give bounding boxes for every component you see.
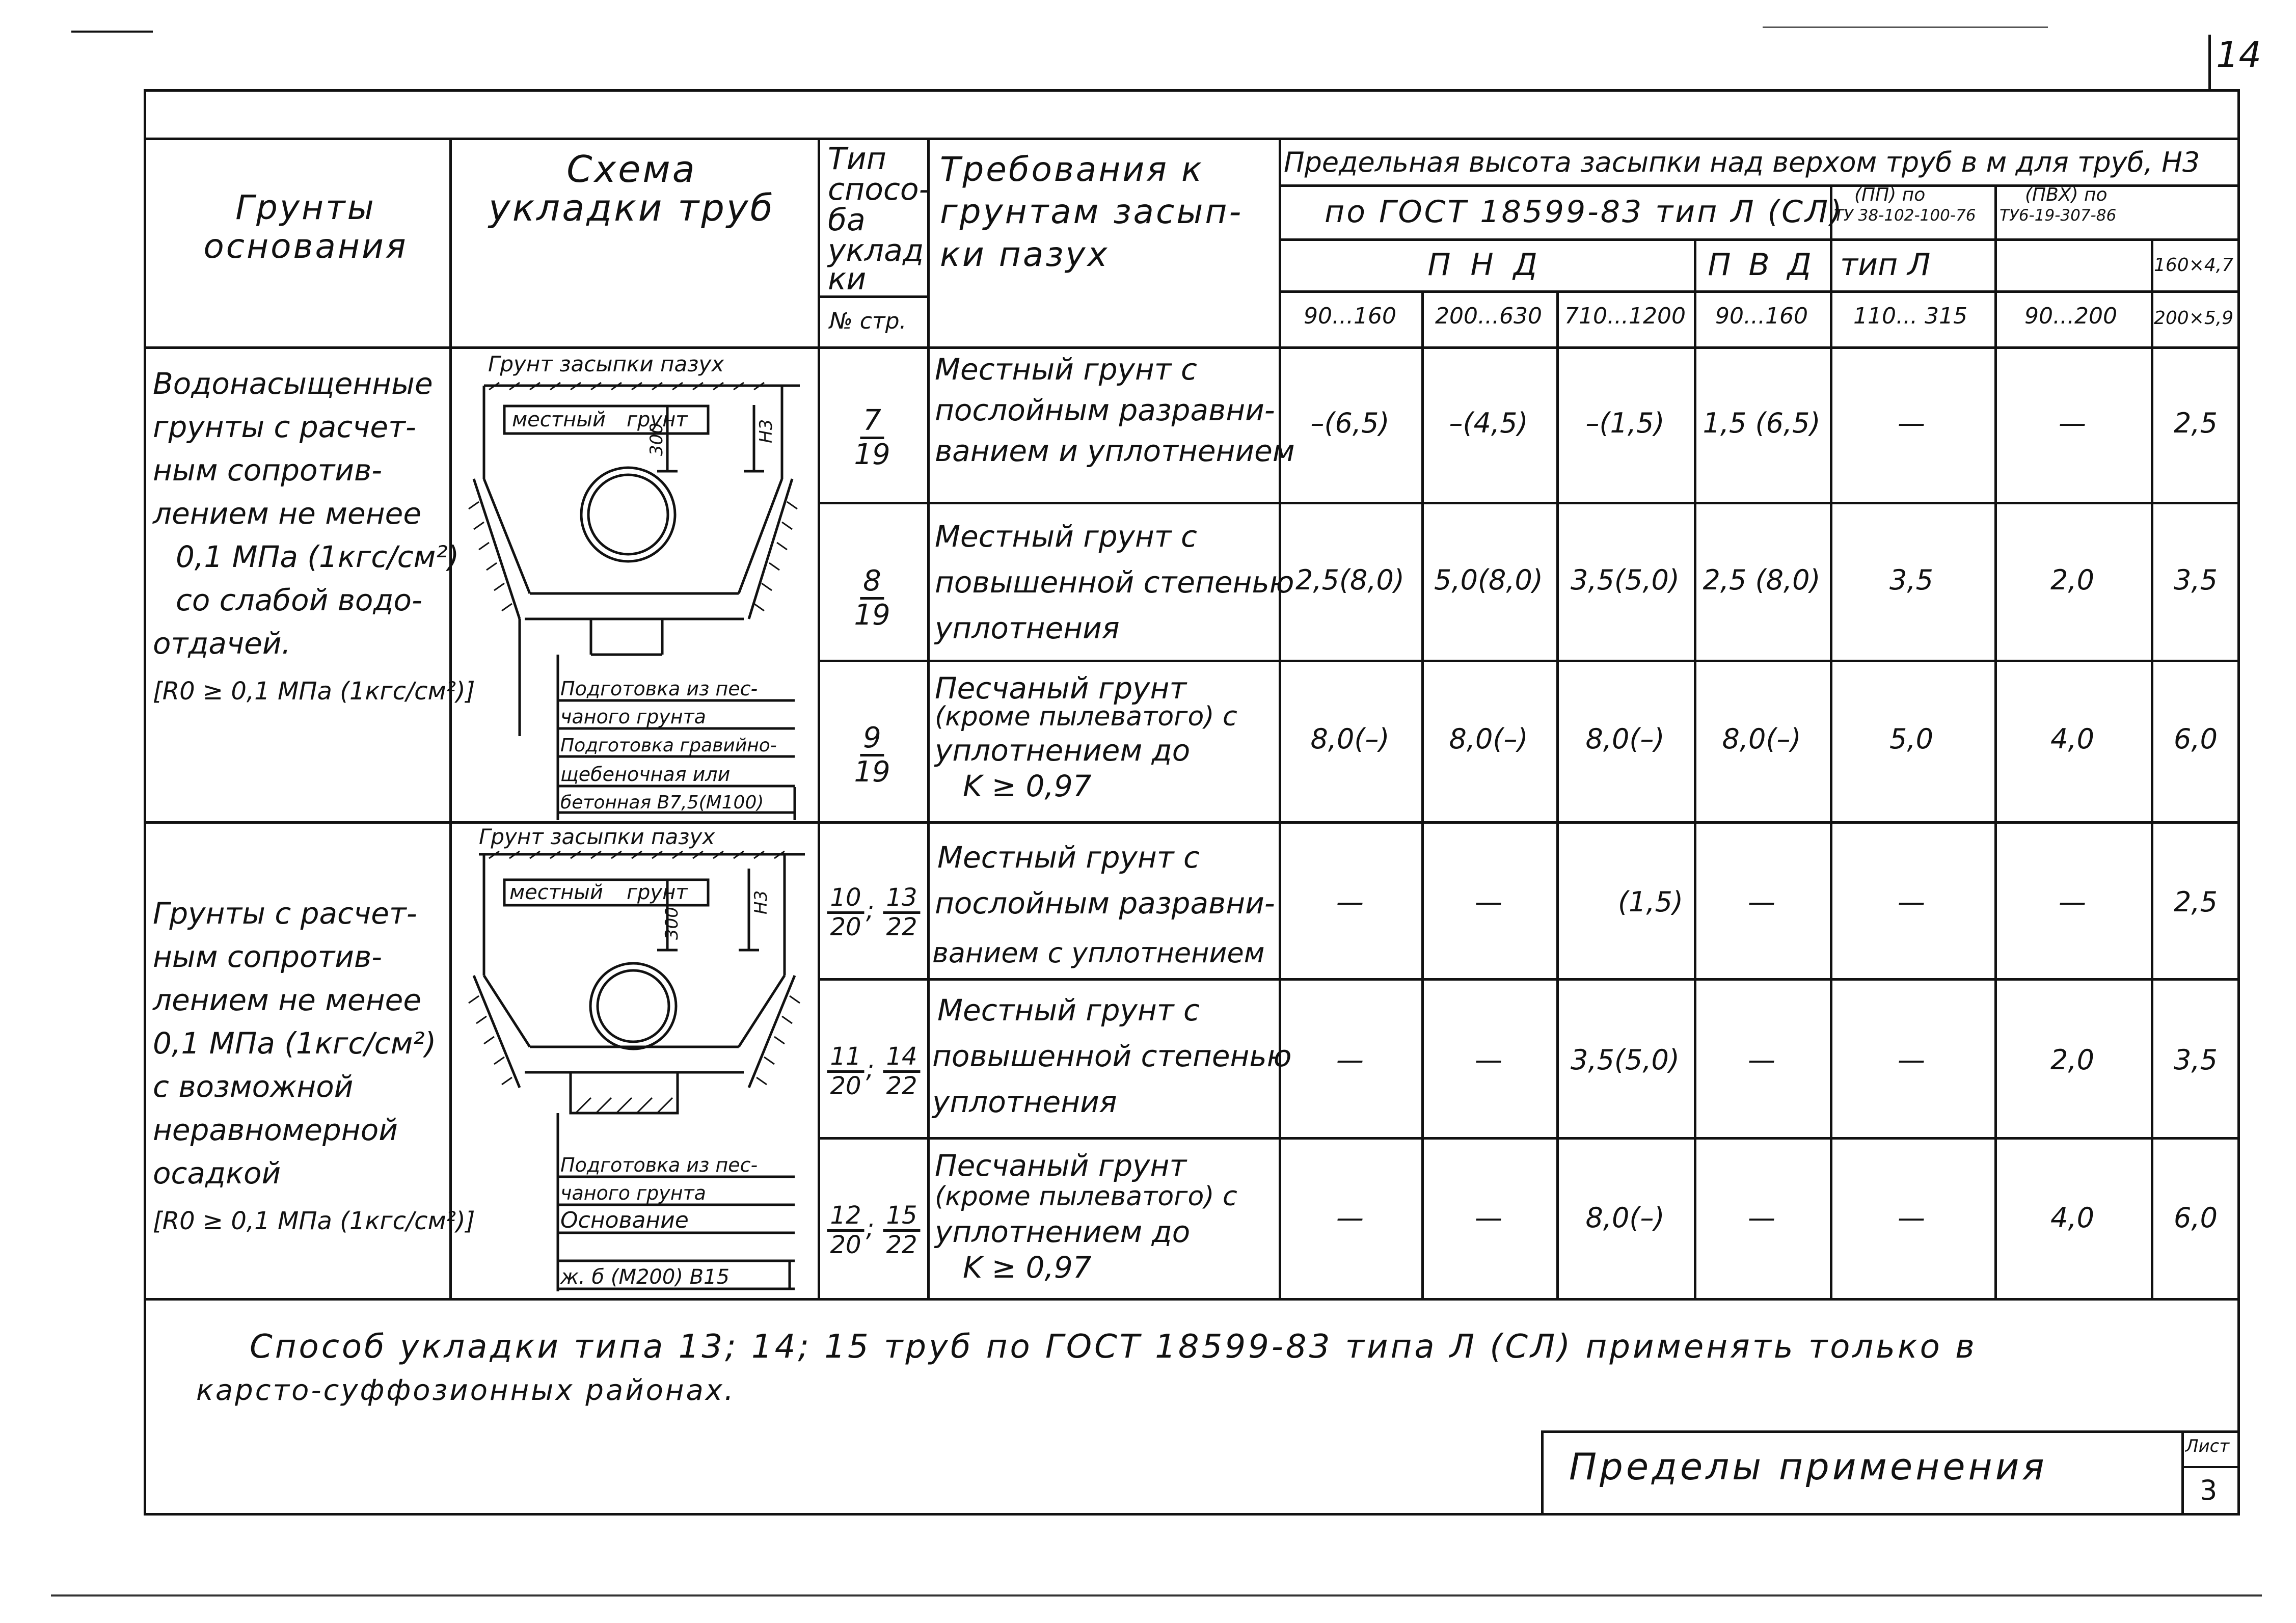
- soil-text-line: лением не менее: [153, 983, 422, 1017]
- height-value: 3,5: [2174, 564, 2218, 596]
- requirement-line: уплотнения: [932, 1085, 1117, 1119]
- scan-mark: [1763, 26, 2048, 28]
- requirement-line: ванием с уплотнением: [932, 937, 1265, 969]
- height-value: 1,5 (6,5): [1703, 407, 1821, 439]
- header-pvd: П В Д: [1708, 247, 1816, 283]
- scheme-label: Подготовка гравийно-: [560, 735, 777, 756]
- scheme-label: бетонная B7,5(M100): [560, 792, 764, 813]
- grid-line: [818, 978, 2240, 981]
- method-number: 13: [883, 884, 920, 914]
- requirement-line: повышенной степенью: [932, 1039, 1292, 1073]
- height-value: 3,5: [1889, 564, 1933, 596]
- size-label: 90...200: [2024, 303, 2117, 329]
- height-value: —: [1898, 1044, 1925, 1076]
- header-max-height: Предельная высота засыпки над верхом труб в м для труб, H3: [1284, 146, 2200, 178]
- height-value: –(6,5): [1310, 407, 1390, 439]
- method-number: 10: [827, 884, 864, 914]
- header-pvh-line2: ТУ6-19-307-86: [2000, 206, 2117, 225]
- height-value: 3,5(5,0): [1571, 1044, 1680, 1076]
- height-value: 6,0: [2174, 723, 2218, 755]
- requirement-line: Местный грунт с: [935, 519, 1197, 554]
- height-value: —: [1475, 1044, 1502, 1076]
- method-number: 9: [860, 722, 884, 756]
- grid-line: [1279, 238, 2240, 241]
- fraction-separator: ;: [866, 1214, 875, 1242]
- title-block-sheet-number: 3: [2200, 1474, 2218, 1506]
- requirement-line: ванием и уплотнением: [935, 434, 1295, 468]
- soil-text-line: 0,1 МПа (1кгс/см²): [153, 1026, 437, 1061]
- scheme-label: H3: [751, 890, 771, 914]
- table-bottom-line: [144, 1298, 2240, 1301]
- requirement-line: уплотнения: [935, 611, 1120, 645]
- scheme-label: 300: [662, 907, 682, 940]
- height-value: 2,0: [2050, 564, 2094, 596]
- grid-line: [1994, 184, 1997, 1299]
- title-block-title: Пределы применения: [1569, 1445, 2047, 1488]
- requirement-line: Местный грунт с: [937, 993, 1200, 1027]
- soil-text-line: Водонасыщенные: [153, 366, 433, 401]
- header-gost: по ГОСТ 18599-83 тип Л (СЛ): [1325, 194, 1844, 230]
- grid-line: [927, 138, 930, 1299]
- header-pnd: П Н Д: [1427, 247, 1543, 283]
- height-value: 3,5(5,0): [1571, 564, 1680, 596]
- table-top-line: [144, 138, 2240, 140]
- scheme-label: Подготовка из пес-: [560, 678, 758, 700]
- soil-text-line: Грунты с расчет-: [153, 896, 417, 931]
- method-fraction: [883, 884, 920, 941]
- pipe-laying-scheme-2: [453, 823, 818, 1296]
- height-value: 5,0(8,0): [1434, 564, 1543, 596]
- note-line-2: карсто-суффозионных районах.: [196, 1374, 736, 1407]
- grid-line: [1279, 138, 1281, 1299]
- soil-text-line: осадкой: [153, 1156, 281, 1191]
- header-pp-line1: (ПП) по: [1854, 184, 1926, 205]
- soil-text-line: [R0 ≥ 0,1 МПа (1кгс/см²)]: [153, 677, 475, 706]
- height-value: 2,5: [2174, 407, 2218, 439]
- header-type-line: уклад: [828, 233, 924, 268]
- soil-text-line: неравномерной: [153, 1113, 398, 1147]
- sheet-number-top: 14: [2216, 34, 2262, 76]
- height-value: 3,5: [2174, 1044, 2218, 1076]
- header-pvh-line1: (ПВХ) по: [2025, 184, 2108, 205]
- title-block-sheet-line: [2181, 1466, 2240, 1468]
- note-line-1: Способ укладки типа 13; 14; 15 труб по ГОСТ 18599-83 типа Л (СЛ) применять только в: [250, 1328, 1977, 1366]
- soil-text-line: ным сопротив-: [153, 939, 383, 974]
- size-label: 110... 315: [1853, 303, 1967, 329]
- size-label: 200...630: [1435, 303, 1542, 329]
- height-value: —: [2059, 407, 2086, 439]
- height-value: 8,0(–): [1310, 723, 1390, 755]
- title-block-sheet-divider: [2181, 1430, 2184, 1516]
- method-fraction: [883, 1043, 920, 1100]
- scheme-label: Грунт засыпки пазух: [488, 351, 724, 376]
- grid-line: [1556, 290, 1559, 1299]
- method-page: 22: [886, 1230, 917, 1259]
- height-value: –(1,5): [1585, 407, 1665, 439]
- header-requirements-line: грунтам засып-: [940, 192, 1244, 231]
- height-value: 2,0: [2050, 1044, 2094, 1076]
- requirement-line: Местный грунт с: [935, 352, 1197, 387]
- fraction-separator: ;: [866, 1055, 875, 1084]
- scheme-label: Основание: [560, 1207, 689, 1233]
- height-value: —: [1748, 886, 1775, 918]
- requirement-line: (кроме пылеватого) с: [935, 1181, 1237, 1212]
- sheet-number-divider: [2208, 35, 2211, 91]
- requirement-line: (кроме пылеватого) с: [935, 701, 1237, 732]
- soil-text-line: с возможной: [153, 1069, 354, 1104]
- size-label: 200×5,9: [2154, 308, 2234, 329]
- header-type-line: ба: [828, 202, 866, 238]
- requirement-line: повышенной степенью: [935, 565, 1294, 600]
- method-fraction: [854, 565, 890, 631]
- grid-line: [2151, 238, 2153, 1299]
- method-fraction: [854, 722, 890, 788]
- requirement-line: Песчаный грунт: [935, 1148, 1187, 1183]
- method-page: 20: [830, 1230, 861, 1259]
- scheme-label: H3: [756, 419, 776, 443]
- method-fraction: [827, 884, 864, 941]
- height-value: 6,0: [2174, 1202, 2218, 1234]
- height-value: 2,5(8,0): [1295, 564, 1404, 596]
- scheme-label: чаного грунта: [560, 706, 706, 728]
- soil-text-line: грунты с расчет-: [153, 410, 416, 444]
- size-label: 90...160: [1304, 303, 1396, 329]
- grid-line: [818, 502, 2240, 504]
- scheme-label: Подготовка из пес-: [560, 1154, 758, 1176]
- height-value: —: [1475, 1202, 1502, 1234]
- scheme-label: местный: [512, 408, 606, 431]
- scheme-label: чаного грунта: [560, 1182, 706, 1204]
- fraction-separator: ;: [866, 896, 875, 925]
- method-fraction: [827, 1043, 864, 1100]
- height-value: —: [1898, 1202, 1925, 1234]
- height-value: —: [1336, 1202, 1364, 1234]
- height-value: —: [1336, 886, 1364, 918]
- soil-text-line: ным сопротив-: [153, 453, 383, 488]
- method-page: 19: [854, 598, 890, 632]
- soil-text-line: лением не менее: [153, 496, 422, 531]
- height-value: 2,5 (8,0): [1703, 564, 1821, 596]
- method-page: 22: [886, 1071, 917, 1100]
- header-type-line: Тип: [828, 141, 886, 177]
- height-value: —: [1748, 1044, 1775, 1076]
- method-page: 19: [854, 755, 890, 789]
- height-value: —: [1336, 1044, 1364, 1076]
- header-requirements-line: Требования к: [940, 150, 1204, 189]
- grid-line: [1830, 184, 1832, 1299]
- height-value: —: [1898, 407, 1925, 439]
- height-value: 4,0: [2050, 723, 2094, 755]
- method-fraction: [854, 405, 890, 470]
- height-value: 8,0(–): [1585, 1202, 1665, 1234]
- method-number: 7: [860, 405, 884, 439]
- header-type-l: тип Л: [1840, 247, 1931, 283]
- size-label: 90...160: [1715, 303, 1808, 329]
- height-value: (1,5): [1617, 886, 1684, 918]
- grid-line: [1694, 238, 1696, 1299]
- requirement-line: уплотнением до: [935, 733, 1191, 768]
- height-value: 4,0: [2050, 1202, 2094, 1234]
- requirement-line: Местный грунт с: [937, 840, 1200, 875]
- method-number: 11: [827, 1043, 864, 1073]
- soil-text-line: со слабой водо-: [176, 583, 422, 617]
- header-scheme: Схема укладки труб: [489, 148, 775, 229]
- soil-text-line: отдачей.: [153, 626, 291, 661]
- method-page: 20: [830, 912, 861, 941]
- method-number: 14: [883, 1043, 920, 1073]
- grid-line: [1421, 290, 1424, 1299]
- scheme-label: 300: [646, 423, 667, 456]
- method-number: 12: [827, 1202, 864, 1232]
- height-value: –(4,5): [1449, 407, 1528, 439]
- scheme-label: грунт: [627, 881, 688, 904]
- grid-line: [818, 1137, 2240, 1140]
- scheme-label: щебеночная или: [560, 763, 731, 786]
- size-label: 710...1200: [1564, 303, 1686, 329]
- height-value: 8,0(–): [1585, 723, 1665, 755]
- method-page: 19: [854, 438, 890, 471]
- method-page: 22: [886, 912, 917, 941]
- header-soils: Грунты основания: [203, 188, 408, 266]
- title-block-sheet-label: Лист: [2185, 1436, 2230, 1456]
- soil-text-line: 0,1 МПа (1кгс/см²): [176, 539, 460, 574]
- title-block-left-line: [1541, 1430, 1544, 1516]
- method-fraction: [883, 1202, 920, 1259]
- height-value: 8,0(–): [1722, 723, 1801, 755]
- scheme-label: грунт: [627, 408, 688, 431]
- header-type-line: спосо-: [828, 172, 930, 207]
- requirement-line: K ≥ 0,97: [963, 1250, 1092, 1285]
- scan-mark: [51, 1594, 2262, 1597]
- height-value: —: [1748, 1202, 1775, 1234]
- requirement-line: Песчаный грунт: [935, 671, 1187, 706]
- header-type-line: ки: [828, 261, 867, 297]
- requirement-line: уплотнением до: [935, 1214, 1191, 1249]
- header-pp-line2: ТУ 38-102-100-76: [1834, 206, 1976, 225]
- scan-mark: [71, 31, 153, 33]
- grid-line: [818, 660, 2240, 662]
- height-value: —: [1475, 886, 1502, 918]
- method-number: 8: [860, 565, 884, 600]
- grid-line: [449, 138, 452, 1299]
- grid-line: [818, 138, 820, 1299]
- scheme-label: ж. б (M200) B15: [560, 1265, 730, 1289]
- soil-text-line: [R0 ≥ 0,1 МПа (1кгс/см²)]: [153, 1207, 475, 1235]
- height-value: —: [2059, 886, 2086, 918]
- height-value: 8,0(–): [1449, 723, 1528, 755]
- header-page-number-label: № стр.: [829, 308, 907, 334]
- header-last-col-top: 160×4,7: [2154, 255, 2234, 276]
- method-number: 15: [883, 1202, 920, 1232]
- method-fraction: [827, 1202, 864, 1259]
- method-page: 20: [830, 1071, 861, 1100]
- requirement-line: послойным разравни-: [935, 393, 1275, 427]
- scheme-label: местный: [509, 881, 603, 904]
- height-value: 5,0: [1889, 723, 1933, 755]
- header-requirements-line: ки пазух: [940, 235, 1110, 274]
- scheme-label: Грунт засыпки пазух: [479, 824, 715, 849]
- requirement-line: послойным разравни-: [935, 886, 1275, 921]
- pipe-laying-scheme-1: [453, 349, 818, 820]
- title-block-top-line: [1541, 1430, 2240, 1433]
- requirement-line: K ≥ 0,97: [963, 769, 1092, 803]
- height-value: 2,5: [2174, 886, 2218, 918]
- height-value: —: [1898, 886, 1925, 918]
